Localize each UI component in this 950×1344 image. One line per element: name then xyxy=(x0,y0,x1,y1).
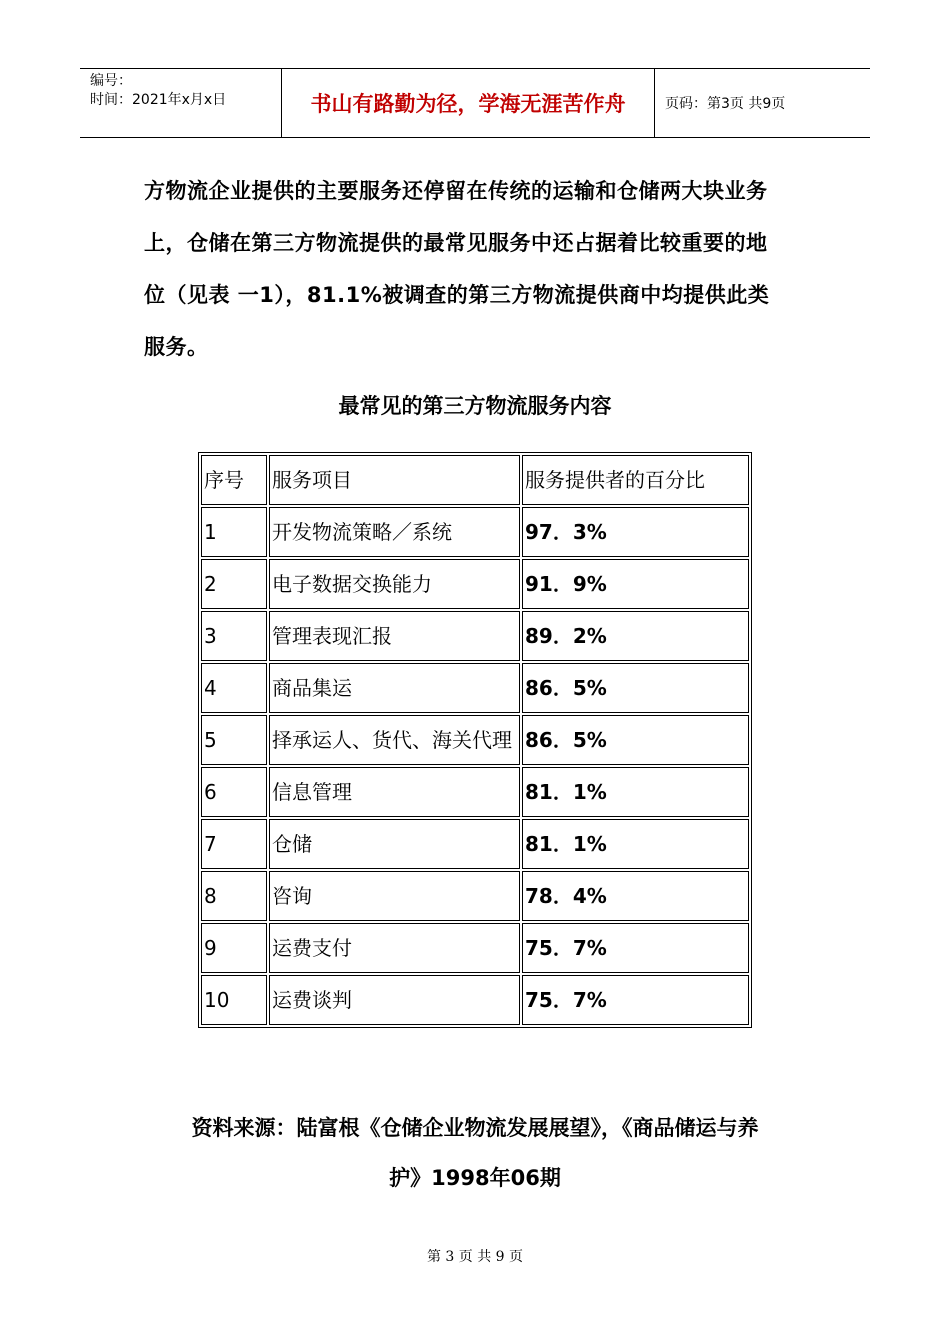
cell-index: 6 xyxy=(201,767,267,817)
cell-percent: 75．7% xyxy=(522,975,749,1025)
table-row xyxy=(201,767,749,817)
cell-percent: 91．9% xyxy=(522,559,749,609)
cell-index: 2 xyxy=(201,559,267,609)
header-cell-index: 序号 xyxy=(201,455,267,505)
header-meta xyxy=(80,69,282,137)
cell-service: 管理表现汇报 xyxy=(269,611,520,661)
page-footer: 第 3 页 共 9 页 xyxy=(426,1249,524,1265)
body-line: 方物流企业提供的主要服务还停留在传统的运输和仓储两大块业务 xyxy=(144,179,768,203)
cell-percent: 78．4% xyxy=(522,871,749,921)
table-row xyxy=(201,923,749,973)
cell-index: 7 xyxy=(201,819,267,869)
header-page-info: 页码：第3页 共9页 xyxy=(665,96,786,112)
cell-percent: 75．7% xyxy=(522,923,749,973)
cell-service: 咨询 xyxy=(269,871,520,921)
table-header-row xyxy=(201,455,749,505)
table-row xyxy=(201,559,749,609)
cell-service: 运费谈判 xyxy=(269,975,520,1025)
cell-index: 3 xyxy=(201,611,267,661)
cell-service: 商品集运 xyxy=(269,663,520,713)
table-row xyxy=(201,819,749,869)
header-cell-percent: 服务提供者的百分比 xyxy=(522,455,749,505)
source-citation xyxy=(0,1103,950,1203)
cell-service: 信息管理 xyxy=(269,767,520,817)
header-motto: 书山有路勤为径，学海无涯苦作舟 xyxy=(282,69,655,137)
source-line: 护》1998年06期 xyxy=(389,1166,561,1190)
number-label: 编号： xyxy=(90,73,132,89)
cell-index: 5 xyxy=(201,715,267,765)
cell-index: 1 xyxy=(201,507,267,557)
cell-index: 10 xyxy=(201,975,267,1025)
cell-service: 择承运人、货代、海关代理 xyxy=(269,715,520,765)
table-row xyxy=(201,663,749,713)
body-paragraph xyxy=(144,165,804,373)
header-cell-service: 服务项目 xyxy=(269,455,520,505)
cell-service: 仓储 xyxy=(269,819,520,869)
body-line: 上，仓储在第三方物流提供的最常见服务中还占据着比较重要的地 xyxy=(144,231,768,255)
body-line: 位（见表 一1），81.1%被调查的第三方物流提供商中均提供此类 xyxy=(144,283,770,307)
services-table xyxy=(198,452,752,1028)
page-header xyxy=(80,68,870,138)
table-row xyxy=(201,715,749,765)
body-line: 服务。 xyxy=(144,335,209,359)
cell-index: 4 xyxy=(201,663,267,713)
cell-percent: 86．5% xyxy=(522,715,749,765)
cell-percent: 86．5% xyxy=(522,663,749,713)
cell-percent: 89．2% xyxy=(522,611,749,661)
cell-service: 电子数据交换能力 xyxy=(269,559,520,609)
table-row xyxy=(201,975,749,1025)
cell-service: 运费支付 xyxy=(269,923,520,973)
cell-percent: 81．1% xyxy=(522,767,749,817)
source-line: 资料来源：陆富根《仓储企业物流发展展望》，《商品储运与养 xyxy=(191,1116,759,1140)
cell-percent: 81．1% xyxy=(522,819,749,869)
time-label: 时间：2021年x月x日 xyxy=(90,92,227,108)
cell-service: 开发物流策略／系统 xyxy=(269,507,520,557)
table-row xyxy=(201,611,749,661)
cell-index: 9 xyxy=(201,923,267,973)
table-row xyxy=(201,871,749,921)
table-row xyxy=(201,507,749,557)
cell-index: 8 xyxy=(201,871,267,921)
cell-percent: 97．3% xyxy=(522,507,749,557)
table-title: 最常见的第三方物流服务内容 xyxy=(338,394,612,418)
